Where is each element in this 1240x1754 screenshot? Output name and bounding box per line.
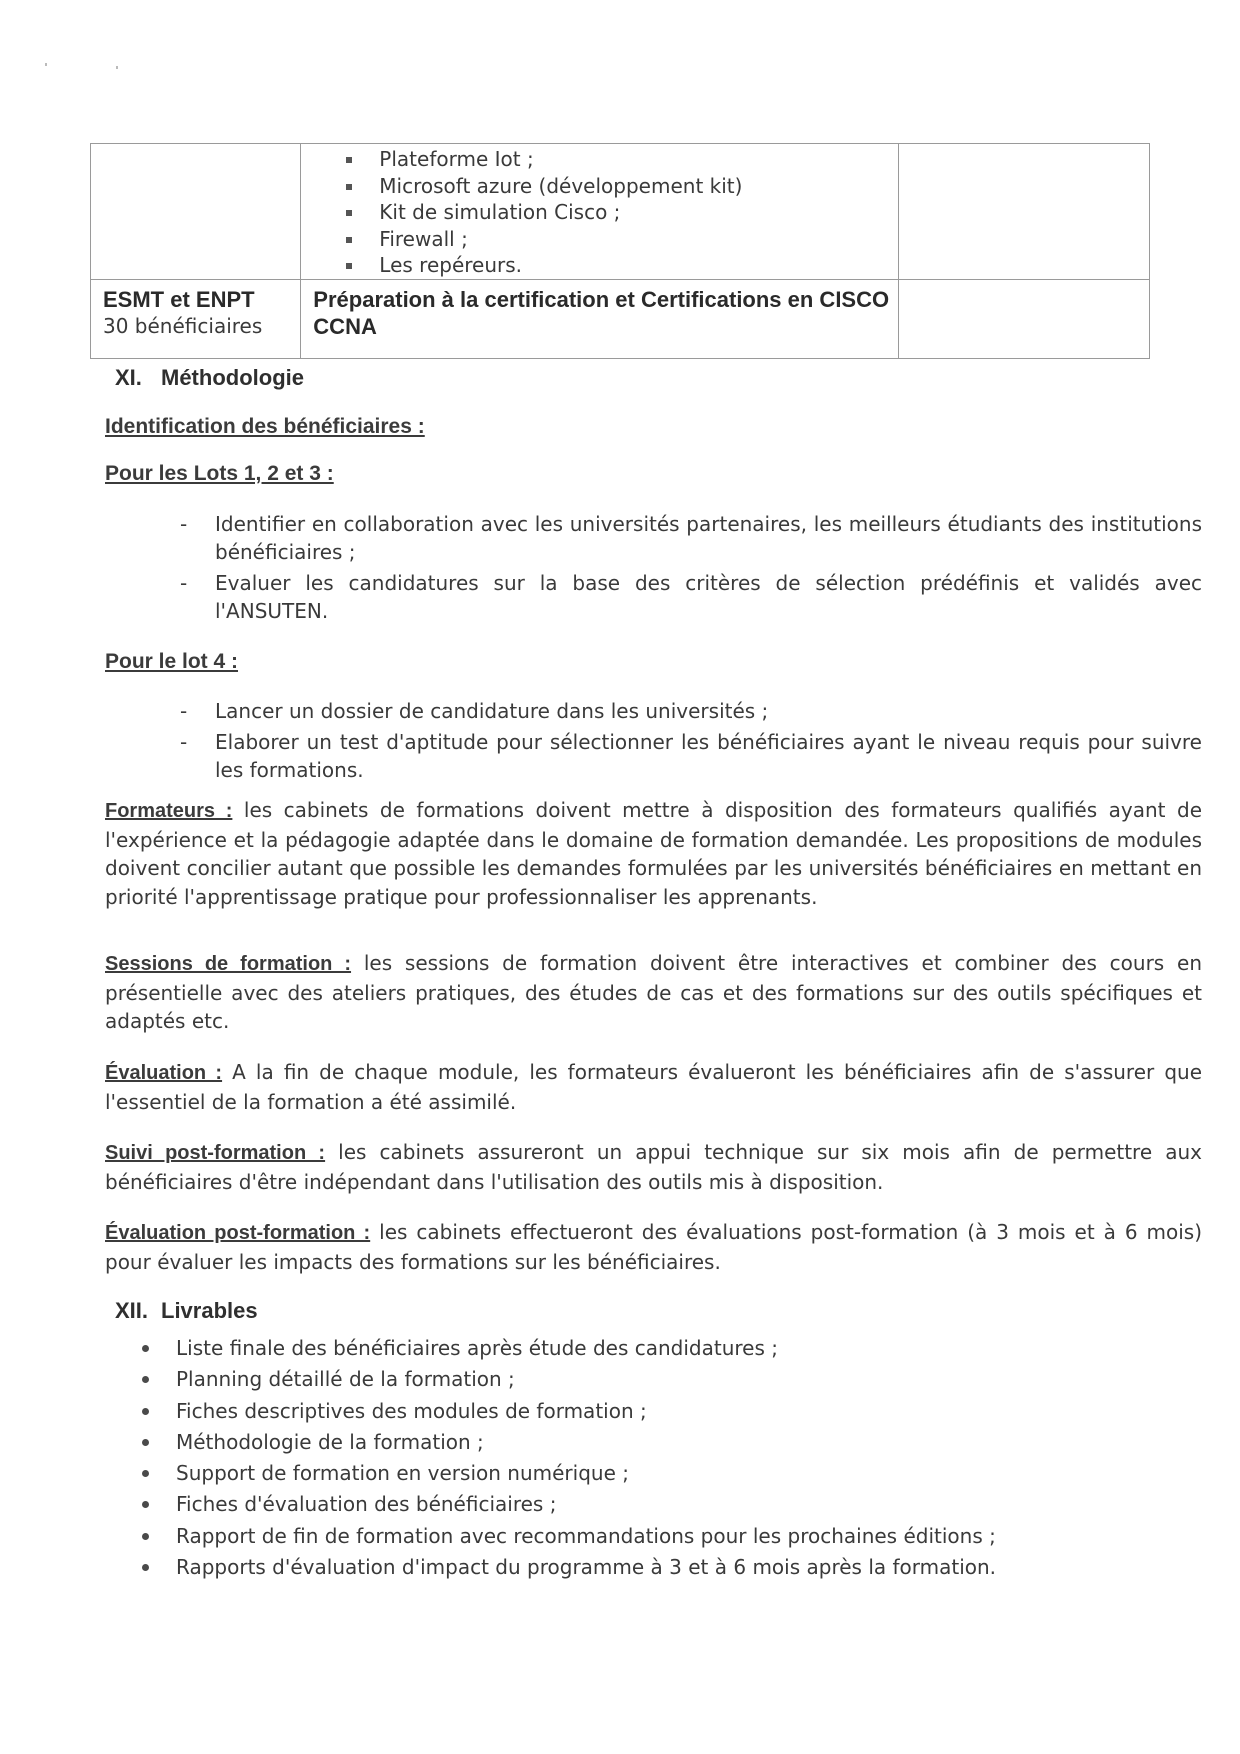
paragraph-text: les cabinets effectueront des évaluations post-formation (à 3 mois et à 6 mois) pour évaluer les impacts des formations sur les bénéficiaires. <box>105 1220 1203 1274</box>
list-item: Les repéreurs. <box>346 252 897 279</box>
list-item: Fiches d'évaluation des bénéficiaires ; <box>140 1489 996 1520</box>
table-cell-equipment <box>301 144 898 280</box>
table-cell-certification <box>301 279 898 358</box>
subheading-identification: Identification des bénéficiaires : <box>105 415 425 438</box>
lot-4-list <box>172 697 1202 787</box>
table-cell-beneficiaries <box>91 279 301 358</box>
table-cell-empty <box>91 144 301 280</box>
list-item: - Identifier en collaboration avec les universités partenaires, les meilleurs étudiants des institutions bénéficiaires ; <box>172 510 1202 566</box>
table-row <box>91 144 1150 280</box>
list-item: Firewall ; <box>346 226 897 253</box>
institution-names: ESMT et ENPT <box>103 286 255 312</box>
scan-speck <box>45 63 47 66</box>
subheading-lot-4: Pour le lot 4 : <box>105 650 239 673</box>
section-heading-xii <box>115 1298 258 1324</box>
list-item: - Elaborer un test d'aptitude pour sélectionner les bénéficiaires ayant le niveau requis pour suivre les formations. <box>172 728 1202 784</box>
section-title: Méthodologie <box>161 365 304 390</box>
subheading-lots-1-2-3: Pour les Lots 1, 2 et 3 : <box>105 462 334 485</box>
paragraph-label: Évaluation : <box>105 1062 223 1084</box>
section-number: XI. <box>115 365 142 390</box>
training-table <box>90 143 1150 359</box>
list-item: Microsoft azure (développement kit) <box>346 173 897 200</box>
list-item: Liste finale des bénéficiaires après étude des candidatures ; <box>140 1333 996 1364</box>
beneficiary-count: 30 bénéficiaires <box>103 313 263 338</box>
certification-title: Préparation à la certification et Certifications en CISCO CCNA <box>313 286 890 339</box>
list-item: - Lancer un dossier de candidature dans les universités ; <box>172 697 1202 725</box>
paragraph-suivi <box>105 1138 1202 1196</box>
section-title: Livrables <box>161 1298 258 1323</box>
list-item: - Evaluer les candidatures sur la base des critères de sélection prédéfinis et validés avec l'ANSUTEN. <box>172 569 1202 625</box>
paragraph-label: Évaluation post-formation : <box>105 1222 371 1244</box>
paragraph-label: Sessions de formation : <box>105 953 352 975</box>
paragraph-evaluation-post <box>105 1218 1202 1276</box>
list-item: Plateforme Iot ; <box>346 146 897 173</box>
list-item: Rapport de fin de formation avec recommandations pour les prochaines éditions ; <box>140 1521 996 1552</box>
list-item: Méthodologie de la formation ; <box>140 1427 996 1458</box>
paragraph-text: les sessions de formation doivent être interactives et combiner des cours en présentielle avec des ateliers pratiques, des études de cas et des formations sur des outils spécifiques et adaptés etc. <box>105 951 1203 1033</box>
paragraph-evaluation <box>105 1058 1202 1116</box>
livrables-list <box>140 1333 996 1583</box>
paragraph-label: Suivi post-formation : <box>105 1142 326 1164</box>
list-item: Support de formation en version numérique ; <box>140 1458 996 1489</box>
table-row <box>91 279 1150 358</box>
paragraph-sessions <box>105 949 1202 1036</box>
paragraph-label: Formateurs : <box>105 800 233 822</box>
scan-speck <box>116 66 118 69</box>
equipment-list <box>301 144 897 279</box>
list-item: Fiches descriptives des modules de formation ; <box>140 1396 996 1427</box>
list-item: Planning détaillé de la formation ; <box>140 1364 996 1395</box>
lots-1-2-3-list <box>172 510 1202 628</box>
paragraph-text: les cabinets assureront un appui technique sur six mois afin de permettre aux bénéficiaires d'être indépendant dans l'utilisation des outils mis à disposition. <box>105 1140 1202 1194</box>
section-number: XII. <box>115 1298 149 1323</box>
list-item: Kit de simulation Cisco ; <box>346 199 897 226</box>
paragraph-formateurs <box>105 796 1202 911</box>
paragraph-text: A la fin de chaque module, les formateurs évalueront les bénéficiaires afin de s'assurer que l'essentiel de la formation a été assimilé. <box>105 1060 1202 1114</box>
paragraph-text: les cabinets de formations doivent mettre à disposition des formateurs qualifiés ayant de l'expérience et la pédagogie adaptée dans le domaine de formation demandée. Les propositions de modules doivent concilier autant que possible les demandes formulées par les universités bénéficiaires en mettant en priorité l'apprentissage pratique pour professionnaliser les apprenants. <box>105 798 1203 909</box>
list-item: Rapports d'évaluation d'impact du programme à 3 et à 6 mois après la formation. <box>140 1552 996 1583</box>
section-heading-xi <box>115 365 304 391</box>
table-cell-empty <box>898 279 1149 358</box>
table-cell-empty <box>898 144 1149 280</box>
